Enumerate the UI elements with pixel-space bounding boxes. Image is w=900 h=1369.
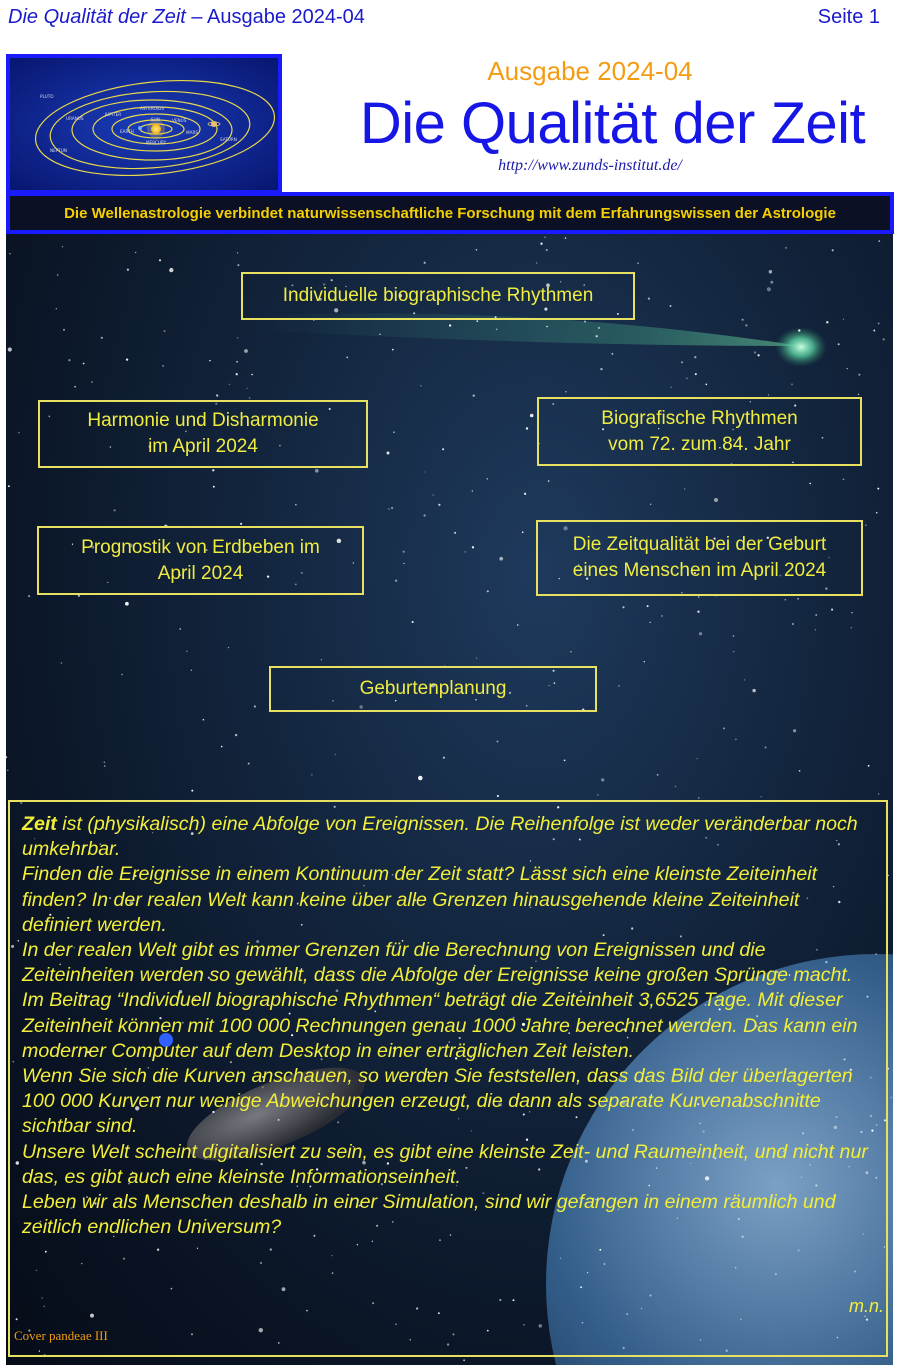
star	[851, 612, 852, 613]
star	[425, 471, 426, 472]
star	[125, 602, 129, 606]
star	[248, 763, 250, 765]
star	[611, 353, 613, 355]
star	[240, 523, 242, 525]
page-number: Seite 1	[817, 6, 880, 28]
star	[684, 488, 685, 489]
star	[113, 509, 115, 511]
star	[443, 757, 445, 759]
star	[878, 322, 880, 324]
star	[9, 253, 11, 255]
topic-label-line1: Die Zeitqualität bei der Geburt	[572, 534, 827, 555]
star	[831, 608, 833, 610]
star	[600, 368, 602, 370]
star	[733, 651, 734, 652]
editorial-paragraph-7: Leben wir als Menschen deshalb in einer Simulation, sind wir gefangen in einem räumlich und zeitlich endlichen Universum?	[22, 1191, 836, 1239]
running-head	[8, 6, 880, 30]
star	[61, 662, 63, 664]
star	[213, 486, 215, 488]
star	[890, 1097, 891, 1098]
star	[544, 237, 546, 239]
logo-label-neptun: NEPTUN	[50, 148, 68, 153]
star	[126, 358, 128, 360]
topic-label-line2: im April 2024	[148, 436, 258, 457]
star	[696, 758, 697, 759]
star	[661, 615, 662, 616]
star	[670, 305, 672, 307]
star	[346, 357, 348, 359]
star	[249, 397, 251, 399]
logo-label-venus: VENUS	[172, 118, 187, 123]
star	[745, 324, 747, 326]
issue-line: Ausgabe 2024-04	[487, 56, 693, 86]
star	[522, 531, 524, 533]
star	[62, 246, 63, 247]
editorial-paragraph-2: Finden die Ereignisse in einem Kontinuum der Zeit statt? Lässt sich eine kleinste Zeiteinheit finden? In der realen Welt kann keine über alle Grenzen hinausgehende kleine Zeiteinheit definiert werden.	[22, 863, 818, 936]
star	[392, 349, 394, 351]
topic-biographische-rhythmen[interactable]	[241, 272, 635, 320]
star	[847, 368, 848, 369]
star	[546, 249, 548, 251]
star	[792, 623, 794, 625]
tagline-text: Die Wellenastrologie verbindet naturwissenschaftliche Forschung mit dem Erfahrungswissen der Astrologie	[64, 204, 836, 222]
star	[237, 337, 238, 338]
star	[169, 268, 173, 272]
topic-label-line1: Biografische Rhythmen	[601, 407, 798, 429]
star	[644, 661, 645, 662]
star	[570, 651, 571, 652]
star	[546, 326, 548, 328]
star	[159, 259, 161, 261]
star	[681, 361, 683, 363]
star	[7, 770, 8, 771]
star	[735, 739, 737, 741]
star	[877, 488, 879, 490]
star	[212, 469, 214, 471]
star	[815, 629, 817, 631]
website-link[interactable]: http://www.zunds-institut.de/	[498, 157, 682, 174]
topic-label-line2: vom 72. zum 84. Jahr	[608, 433, 791, 455]
running-head-title: Die Qualität der Zeit	[8, 6, 186, 28]
star	[698, 596, 700, 598]
star	[797, 598, 799, 600]
star	[765, 747, 767, 749]
star	[412, 621, 414, 623]
star	[838, 343, 840, 345]
star	[127, 269, 129, 271]
logo-label-mercury: MERCURY	[146, 140, 167, 145]
star	[686, 378, 687, 379]
logo-label-earth: EARTH	[120, 129, 134, 134]
star	[476, 320, 478, 322]
tagline-bar	[6, 192, 894, 234]
star	[584, 321, 586, 323]
star	[540, 243, 542, 245]
star	[162, 365, 164, 367]
star	[770, 281, 773, 284]
editorial-paragraph-6: Unsere Welt scheint digitalisiert zu sein, es gibt eine kleinste Zeit- und Raumeinheit, und nicht nur das, es gibt auch eine kleinste Informationseinheit.	[22, 1140, 868, 1188]
topic-label-line1: Prognostik von Erdbeben im	[81, 536, 320, 558]
topic-erdbeben[interactable]	[37, 526, 364, 595]
star	[244, 349, 248, 353]
star	[524, 493, 526, 495]
star	[499, 557, 503, 561]
logo-label-sun: SUN	[151, 117, 160, 122]
star	[798, 329, 800, 331]
star	[596, 335, 598, 337]
solar-system-orbits-image	[10, 58, 278, 190]
star	[843, 319, 844, 320]
star	[388, 508, 390, 510]
star	[714, 498, 718, 502]
topic-label: Individuelle biographische Rhythmen	[282, 285, 594, 306]
editorial-paragraph-1	[22, 812, 874, 862]
editorial-text-box	[8, 800, 888, 1357]
cover-credit: Cover pandeae III	[14, 1328, 108, 1343]
star	[647, 605, 649, 607]
logo-label-mars: MARS	[186, 130, 199, 135]
star	[742, 319, 744, 321]
star	[868, 765, 870, 767]
star	[657, 774, 659, 776]
running-head-issue: – Ausgabe 2024-04	[185, 6, 365, 28]
star	[391, 507, 393, 509]
star	[865, 525, 866, 526]
star	[335, 754, 336, 755]
star	[18, 432, 20, 434]
solar-system-logo	[6, 54, 282, 194]
star	[295, 504, 296, 505]
star	[744, 679, 745, 680]
star	[876, 512, 878, 514]
star	[791, 383, 793, 385]
star	[530, 414, 534, 418]
star	[449, 324, 451, 326]
star	[851, 627, 853, 629]
star	[179, 628, 181, 630]
star	[826, 321, 828, 323]
star	[815, 614, 817, 616]
star	[74, 386, 76, 388]
star	[56, 308, 57, 309]
star	[858, 394, 859, 395]
star	[565, 391, 566, 392]
star	[57, 274, 58, 275]
star	[497, 741, 499, 743]
star	[832, 249, 834, 251]
star	[843, 479, 845, 481]
star	[564, 760, 566, 762]
star	[858, 374, 860, 376]
star	[476, 658, 477, 659]
star	[104, 762, 105, 763]
star	[476, 249, 478, 251]
star	[878, 793, 879, 794]
star	[28, 595, 30, 597]
star	[246, 388, 247, 389]
topic-harmonie[interactable]	[38, 400, 368, 468]
page-title: Die Qualität der Zeit	[359, 91, 866, 156]
star	[221, 746, 223, 748]
star	[768, 394, 769, 395]
star	[251, 374, 253, 376]
star	[229, 384, 230, 385]
star	[699, 632, 702, 635]
star	[438, 504, 440, 506]
star	[442, 448, 444, 450]
star	[423, 514, 425, 516]
star	[473, 394, 475, 396]
star	[733, 635, 735, 637]
star	[752, 689, 755, 692]
star	[785, 599, 786, 600]
star	[216, 394, 218, 396]
star	[760, 796, 762, 798]
star	[675, 786, 677, 788]
topic-label-line1: Harmonie und Disharmonie	[87, 410, 319, 431]
star	[598, 327, 600, 329]
star	[63, 329, 65, 331]
star	[536, 262, 538, 264]
editorial-paragraph-3: In der realen Welt gibt es immer Grenzen für die Berechnung von Ereignissen und die Zeiteinheiten werden so gewählt, dass die Abfolge der Ereignisse keine großen Sprünge macht.	[22, 939, 853, 987]
star	[517, 624, 519, 626]
star	[403, 563, 404, 564]
star	[191, 669, 192, 670]
star	[191, 790, 193, 792]
star	[769, 270, 772, 273]
author-signature: m.n.	[848, 1296, 884, 1316]
logo-label-saturn: SATURN	[220, 137, 237, 142]
topic-geburtenplanung[interactable]	[269, 666, 597, 712]
star	[379, 333, 381, 335]
star	[697, 611, 699, 613]
star	[454, 532, 456, 534]
star	[497, 795, 499, 797]
star	[403, 551, 405, 553]
star	[164, 330, 166, 332]
topic-label: Geburtenplanung	[359, 678, 507, 699]
star	[420, 385, 422, 387]
star	[650, 622, 651, 623]
star	[68, 359, 70, 361]
star	[237, 252, 238, 253]
star	[321, 659, 323, 661]
star	[548, 480, 550, 482]
star	[228, 647, 230, 649]
topic-label-line2: eines Menschen im April 2024	[572, 560, 827, 581]
logo-label-pluto: PLUTO	[40, 94, 54, 99]
star	[694, 356, 696, 358]
star	[472, 546, 474, 548]
star	[8, 485, 10, 487]
star	[463, 1359, 465, 1361]
star	[601, 778, 604, 781]
star	[496, 329, 497, 330]
star	[565, 237, 566, 238]
star	[618, 685, 620, 687]
topic-biografische-rhythmen-72-84[interactable]	[537, 397, 862, 466]
star	[236, 361, 238, 363]
star	[254, 705, 256, 707]
star	[135, 252, 136, 253]
star	[104, 765, 106, 767]
star	[83, 363, 85, 365]
star	[597, 794, 599, 796]
star	[670, 386, 672, 388]
star	[705, 384, 707, 386]
star	[424, 262, 426, 264]
star	[418, 776, 423, 781]
star	[432, 494, 433, 495]
star	[186, 650, 188, 652]
star	[237, 264, 239, 266]
lead-word: Zeit	[22, 813, 57, 835]
topic-zeitqualitaet-geburt[interactable]	[536, 520, 863, 596]
star	[695, 373, 697, 375]
star	[8, 347, 12, 351]
star	[883, 338, 885, 340]
star	[315, 469, 319, 473]
logo-label-jupiter: JUPITER	[105, 112, 122, 117]
star	[622, 606, 624, 608]
star	[101, 337, 103, 339]
editorial-paragraph-4: Im Beitrag “Individuell biographische Rhythmen“ beträgt die Zeiteinheit 3,6525 Tage. Mit dieser Zeiteinheit können mit 100 000 Rechnungen genau 1000 Jahre berechnet werden. Das kann ein moderner Computer auf dem Desktop in einer erträglichen Zeit leisten.	[22, 989, 858, 1062]
star	[526, 427, 528, 429]
star	[209, 360, 211, 362]
editorial-paragraph-5: Wenn Sie sich die Kurven anschauen, so werden Sie feststellen, dass das Bild der überlagerten 100 000 Kurven nur wenige Abweichungen erzeugt, die dann als separate Kurvenabschnitte sichtbar sind.	[22, 1065, 853, 1138]
star	[236, 373, 238, 375]
star	[465, 551, 467, 553]
star	[793, 729, 796, 732]
star	[757, 354, 759, 356]
star	[650, 504, 651, 505]
star	[121, 674, 122, 675]
star	[767, 287, 771, 291]
star	[754, 351, 756, 353]
star	[203, 719, 205, 721]
star	[723, 727, 725, 729]
star	[648, 297, 650, 299]
star	[637, 262, 639, 264]
star	[785, 247, 787, 249]
star	[395, 579, 397, 581]
star	[235, 734, 237, 736]
star	[472, 490, 473, 491]
star	[311, 774, 312, 775]
topic-label-line2: April 2024	[157, 562, 244, 584]
star	[698, 797, 700, 799]
star	[809, 483, 811, 485]
star	[91, 381, 92, 382]
paragraph-1-text: ist (physikalisch) eine Abfolge von Ereignissen. Die Reihenfolge ist weder veränderbar noch umkehrbar.	[22, 813, 858, 861]
star	[799, 770, 801, 772]
star	[873, 330, 875, 332]
star	[487, 478, 488, 479]
star	[487, 590, 489, 592]
logo-label-uranus: URANUS	[66, 116, 84, 121]
star	[393, 432, 394, 433]
star	[878, 240, 880, 242]
star	[387, 452, 390, 455]
logo-label-asteroids: ASTEROIDS	[140, 106, 165, 111]
star	[6, 756, 7, 758]
